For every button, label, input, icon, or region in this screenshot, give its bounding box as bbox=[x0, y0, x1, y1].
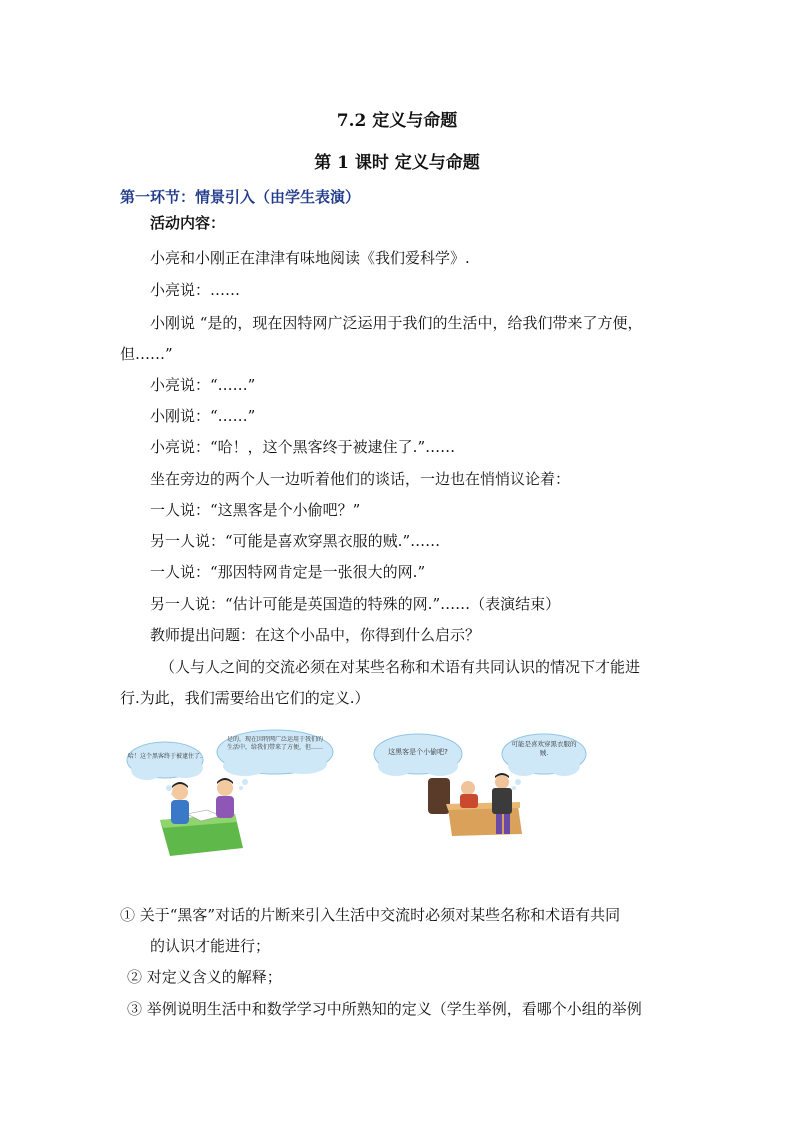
paragraph-line: 小刚说 “是的，现在因特网广泛运用于我们的生活中，给我们带来了方便， bbox=[150, 314, 643, 332]
paragraph-line: 小刚说：“……” bbox=[150, 407, 256, 425]
speech-bubble-right bbox=[502, 734, 586, 790]
paragraph-line: 另一人说：“可能是喜欢穿黑衣服的贼.”…… bbox=[150, 532, 441, 550]
paragraph-line: （人与人之间的交流必须在对某些名称和术语有共同认识的情况下才能进 bbox=[160, 658, 641, 676]
activity-label: 活动内容： bbox=[150, 214, 226, 232]
bubble-text: 哈！这个黑客终于被逮住了. bbox=[128, 753, 202, 760]
paragraph-line: 行.为此，我们需要给出它们的定义.） bbox=[120, 689, 370, 707]
paragraph-line: 一人说：“这黑客是个小偷吧？” bbox=[150, 501, 361, 519]
paragraph-line: 小亮说：…… bbox=[150, 281, 241, 299]
lesson-title: 第 1 课时 定义与命题 bbox=[314, 153, 480, 173]
point-2: ② 对定义含义的解释； bbox=[127, 968, 282, 986]
paragraph-line: 小亮和小刚正在津津有味地阅读《我们爱科学》. bbox=[150, 249, 470, 267]
bubble-text: 可能是喜欢穿黑衣服的贼. bbox=[511, 740, 577, 757]
paragraph-line: 教师提出问题：在这个小品中，你得到什么启示？ bbox=[150, 626, 481, 644]
main-title: 7.2 定义与命题 bbox=[336, 111, 458, 131]
bubble-text: 是的，现在因特网广泛运用于我们的生活中，给我们带来了方便，但…… bbox=[227, 736, 323, 751]
illustration-men-talking bbox=[368, 728, 588, 838]
paragraph-line: 坐在旁边的两个人一边听着他们的谈话，一边也在悄悄议论着： bbox=[150, 470, 571, 488]
point-1-line-a: ① 关于“黑客”对话的片断来引入生活中交流时必须对某些名称和术语有共同 bbox=[120, 906, 621, 924]
section-heading: 第一环节：情景引入（由学生表演） bbox=[120, 188, 361, 206]
point-1-line-b: 的认识才能进行； bbox=[150, 937, 271, 955]
speech-bubble-left bbox=[127, 742, 203, 796]
illustration-boys-reading bbox=[125, 728, 340, 858]
paragraph-line: 小亮说：“哈！，这个黑客终于被逮住了.”…… bbox=[150, 438, 456, 456]
paragraph-line: 一人说：“那因特网肯定是一张很大的网.” bbox=[150, 563, 426, 581]
paragraph-line: 小亮说：“……” bbox=[150, 376, 256, 394]
point-3: ③ 举例说明生活中和数学学习中所熟知的定义（学生举例，看哪个小组的举例 bbox=[127, 1000, 642, 1018]
bubble-text: 这黑客是个小偷吧? bbox=[388, 748, 448, 756]
paragraph-line: 另一人说：“估计可能是英国造的特殊的网.”……（表演结束） bbox=[150, 595, 561, 613]
paragraph-line: 但……” bbox=[120, 345, 173, 363]
speech-bubble-right bbox=[217, 730, 333, 790]
